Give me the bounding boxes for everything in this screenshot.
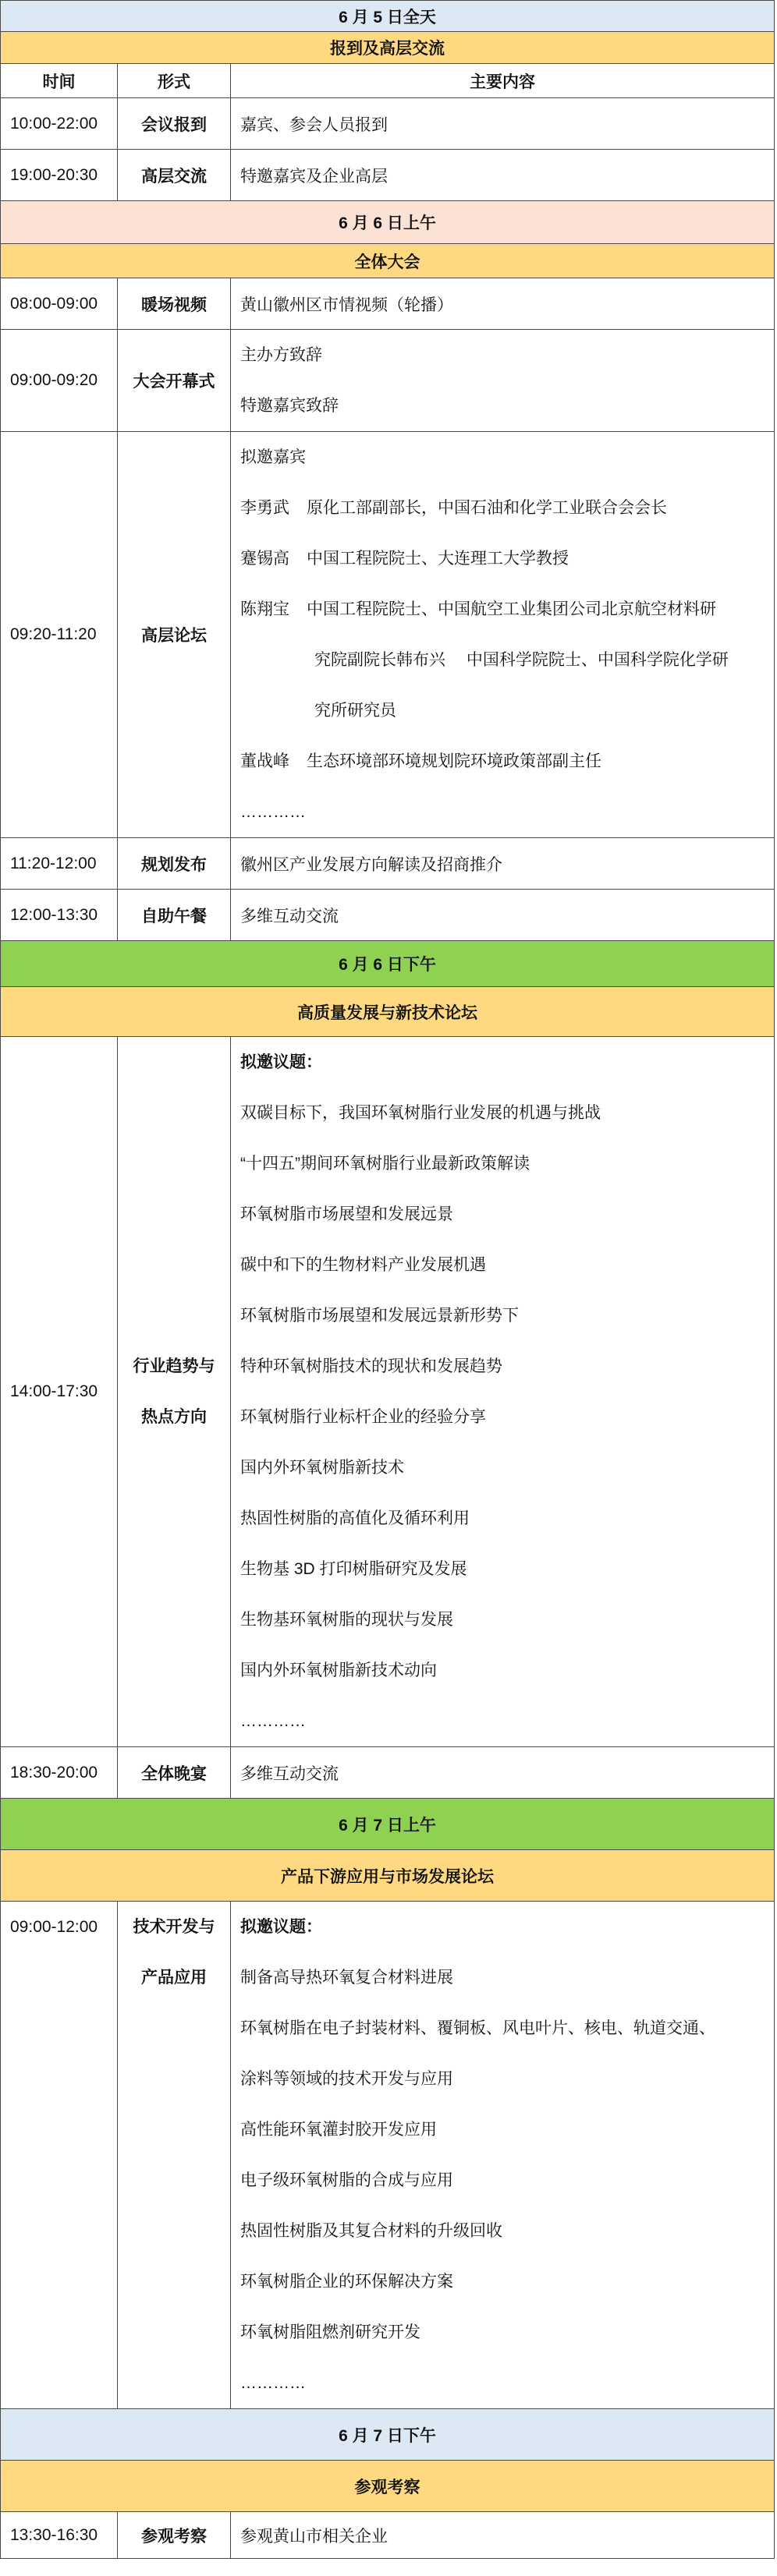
- format-cell: 规划发布: [118, 838, 231, 890]
- topic-line: 生物基 3D 打印树脂研究及发展: [240, 1560, 467, 1578]
- table-row: [1, 330, 775, 432]
- speaker-title: 究院副院长韩布兴 中国科学院院士、中国科学院化学研: [314, 651, 729, 669]
- format-line: 热点方向: [141, 1408, 207, 1426]
- format-line: 技术开发与: [133, 1918, 215, 1936]
- speaker-name: 陈翔宝: [240, 600, 289, 618]
- time-cell: 19:00-20:30: [1, 150, 118, 201]
- topic-line: 环氧树脂企业的环保解决方案: [240, 2273, 453, 2291]
- content-cell: [231, 330, 775, 432]
- table-row: [1, 432, 775, 838]
- speaker-title: 生态环境部环境规划院环境政策部副主任: [307, 752, 601, 770]
- format-line: 行业趋势与: [133, 1357, 215, 1375]
- content-cell: [231, 432, 775, 838]
- table-row: [1, 1037, 775, 1747]
- topic-line: 碳中和下的生物材料产业发展机遇: [240, 1256, 486, 1274]
- day-header-jun7-pm: [1, 2409, 775, 2461]
- topic-line: 国内外环氧树脂新技术: [240, 1459, 404, 1477]
- ellipsis: …………: [240, 2374, 306, 2392]
- format-cell: 会议报到: [118, 98, 231, 150]
- speaker-line: [240, 533, 765, 584]
- section-title-plenary: [1, 244, 775, 278]
- topic-line: 环氧树脂市场展望和发展远景新形势下: [240, 1307, 519, 1325]
- time-cell: 11:20-12:00: [1, 838, 118, 890]
- content-cell: 多维互动交流: [231, 1747, 775, 1799]
- topics-heading: 拟邀议题：: [240, 1053, 322, 1071]
- day-header-jun7-am: [1, 1799, 775, 1850]
- topic-line: 环氧树脂阻燃剂研究开发: [240, 2323, 420, 2341]
- ellipsis: …………: [240, 803, 306, 821]
- format-line: 产品应用: [141, 1969, 207, 1987]
- time-cell: 12:00-13:30: [1, 890, 118, 941]
- day-label: 6 月 7 日上午: [1, 1799, 775, 1850]
- speaker-name: 李勇武: [240, 499, 289, 517]
- speakers-intro: 拟邀嘉宾: [240, 448, 306, 466]
- speaker-name: 蹇锡高: [240, 550, 289, 568]
- time-cell: 09:00-09:20: [1, 330, 118, 432]
- table-row: [1, 1902, 775, 2409]
- time-cell: 10:00-22:00: [1, 98, 118, 150]
- time-cell: 09:20-11:20: [1, 432, 118, 838]
- table-header-row: [1, 64, 775, 98]
- time-cell: 18:30-20:00: [1, 1747, 118, 1799]
- table-row: [1, 150, 775, 201]
- time-cell: 14:00-17:30: [1, 1037, 118, 1747]
- table-row: [1, 890, 775, 941]
- format-cell: 全体晚宴: [118, 1747, 231, 1799]
- day-label: 6 月 6 日上午: [1, 201, 775, 244]
- topic-line: 环氧树脂行业标杆企业的经验分享: [240, 1408, 486, 1426]
- format-cell: 高层论坛: [118, 432, 231, 838]
- content-cell: [231, 1037, 775, 1747]
- topic-line: 热固性树脂的高值化及循环利用: [240, 1509, 470, 1527]
- speaker-title: 中国工程院院士、大连理工大学教授: [307, 550, 569, 568]
- speaker-line: [240, 483, 765, 533]
- time-cell: 08:00-09:00: [1, 278, 118, 330]
- topic-line: 高性能环氧灌封胶开发应用: [240, 2121, 437, 2139]
- day-header-jun6-pm: [1, 941, 775, 987]
- table-row: [1, 98, 775, 150]
- day-label: 6 月 7 日下午: [1, 2409, 775, 2461]
- format-cell: [118, 1037, 231, 1747]
- day-label: 6 月 6 日下午: [1, 941, 775, 987]
- format-cell: 大会开幕式: [118, 330, 231, 432]
- speaker-line: [240, 584, 765, 635]
- content-line: 特邀嘉宾致辞: [240, 397, 339, 415]
- topic-line: 特种环氧树脂技术的现状和发展趋势: [240, 1357, 502, 1375]
- section-label: 高质量发展与新技术论坛: [1, 987, 775, 1037]
- format-cell: 高层交流: [118, 150, 231, 201]
- speaker-line: [240, 736, 765, 787]
- format-cell: [118, 1902, 231, 2409]
- table-row: [1, 2512, 775, 2559]
- ellipsis: …………: [240, 1712, 306, 1730]
- topic-line: 环氧树脂市场展望和发展远景: [240, 1205, 453, 1223]
- speaker-line: [240, 635, 765, 685]
- speaker-line: [240, 685, 765, 736]
- topic-line: “十四五”期间环氧树脂行业最新政策解读: [240, 1155, 530, 1173]
- topic-line: 生物基环氧树脂的现状与发展: [240, 1611, 453, 1629]
- table-row: [1, 1747, 775, 1799]
- header-content: 主要内容: [231, 64, 775, 98]
- time-text: 09:00-12:00: [10, 1918, 98, 1936]
- day-label: 6 月 5 日全天: [1, 1, 775, 32]
- section-title-high-quality: [1, 987, 775, 1037]
- section-label: 全体大会: [1, 244, 775, 278]
- content-cell: 黄山徽州区市情视频（轮播）: [231, 278, 775, 330]
- speaker-title: 中国工程院院士、中国航空工业集团公司北京航空材料研: [307, 600, 716, 618]
- section-label: 产品下游应用与市场发展论坛: [1, 1850, 775, 1902]
- topic-line: 热固性树脂及其复合材料的升级回收: [240, 2222, 502, 2240]
- content-cell: 特邀嘉宾及企业高层: [231, 150, 775, 201]
- speaker-title: 原化工部副部长，中国石油和化学工业联合会会长: [307, 499, 667, 517]
- topic-line: 制备高导热环氧复合材料进展: [240, 1969, 453, 1987]
- table-row: [1, 838, 775, 890]
- time-cell: 13:30-16:30: [1, 2512, 118, 2559]
- day-header-jun6-am: [1, 201, 775, 244]
- format-cell: 参观考察: [118, 2512, 231, 2559]
- header-format: 形式: [118, 64, 231, 98]
- content-cell: 徽州区产业发展方向解读及招商推介: [231, 838, 775, 890]
- content-line: 主办方致辞: [240, 346, 322, 364]
- content-cell: 参观黄山市相关企业: [231, 2512, 775, 2559]
- table-row: [1, 278, 775, 330]
- format-cell: 暖场视频: [118, 278, 231, 330]
- section-title-downstream: [1, 1850, 775, 1902]
- section-title-site-visit: [1, 2461, 775, 2512]
- topic-line: 环氧树脂在电子封装材料、覆铜板、风电叶片、核电、轨道交通、: [240, 2019, 715, 2037]
- topic-line: 国内外环氧树脂新技术动向: [240, 1661, 437, 1679]
- time-cell: [1, 1902, 118, 2409]
- topic-line: 电子级环氧树脂的合成与应用: [240, 2171, 453, 2189]
- content-cell: 嘉宾、参会人员报到: [231, 98, 775, 150]
- topic-line: 涂料等领域的技术开发与应用: [240, 2070, 453, 2088]
- section-label: 报到及高层交流: [1, 32, 775, 64]
- topic-line: 双碳目标下，我国环氧树脂行业发展的机遇与挑战: [240, 1104, 601, 1122]
- content-cell: 多维互动交流: [231, 890, 775, 941]
- speaker-title: 究所研究员: [314, 702, 396, 720]
- section-label: 参观考察: [1, 2461, 775, 2512]
- format-cell: 自助午餐: [118, 890, 231, 941]
- section-title-registration: [1, 32, 775, 64]
- header-time: 时间: [1, 64, 118, 98]
- day-header-jun5: [1, 1, 775, 32]
- content-cell: [231, 1902, 775, 2409]
- speaker-name: 董战峰: [240, 752, 289, 770]
- topics-heading: 拟邀议题：: [240, 1918, 322, 1936]
